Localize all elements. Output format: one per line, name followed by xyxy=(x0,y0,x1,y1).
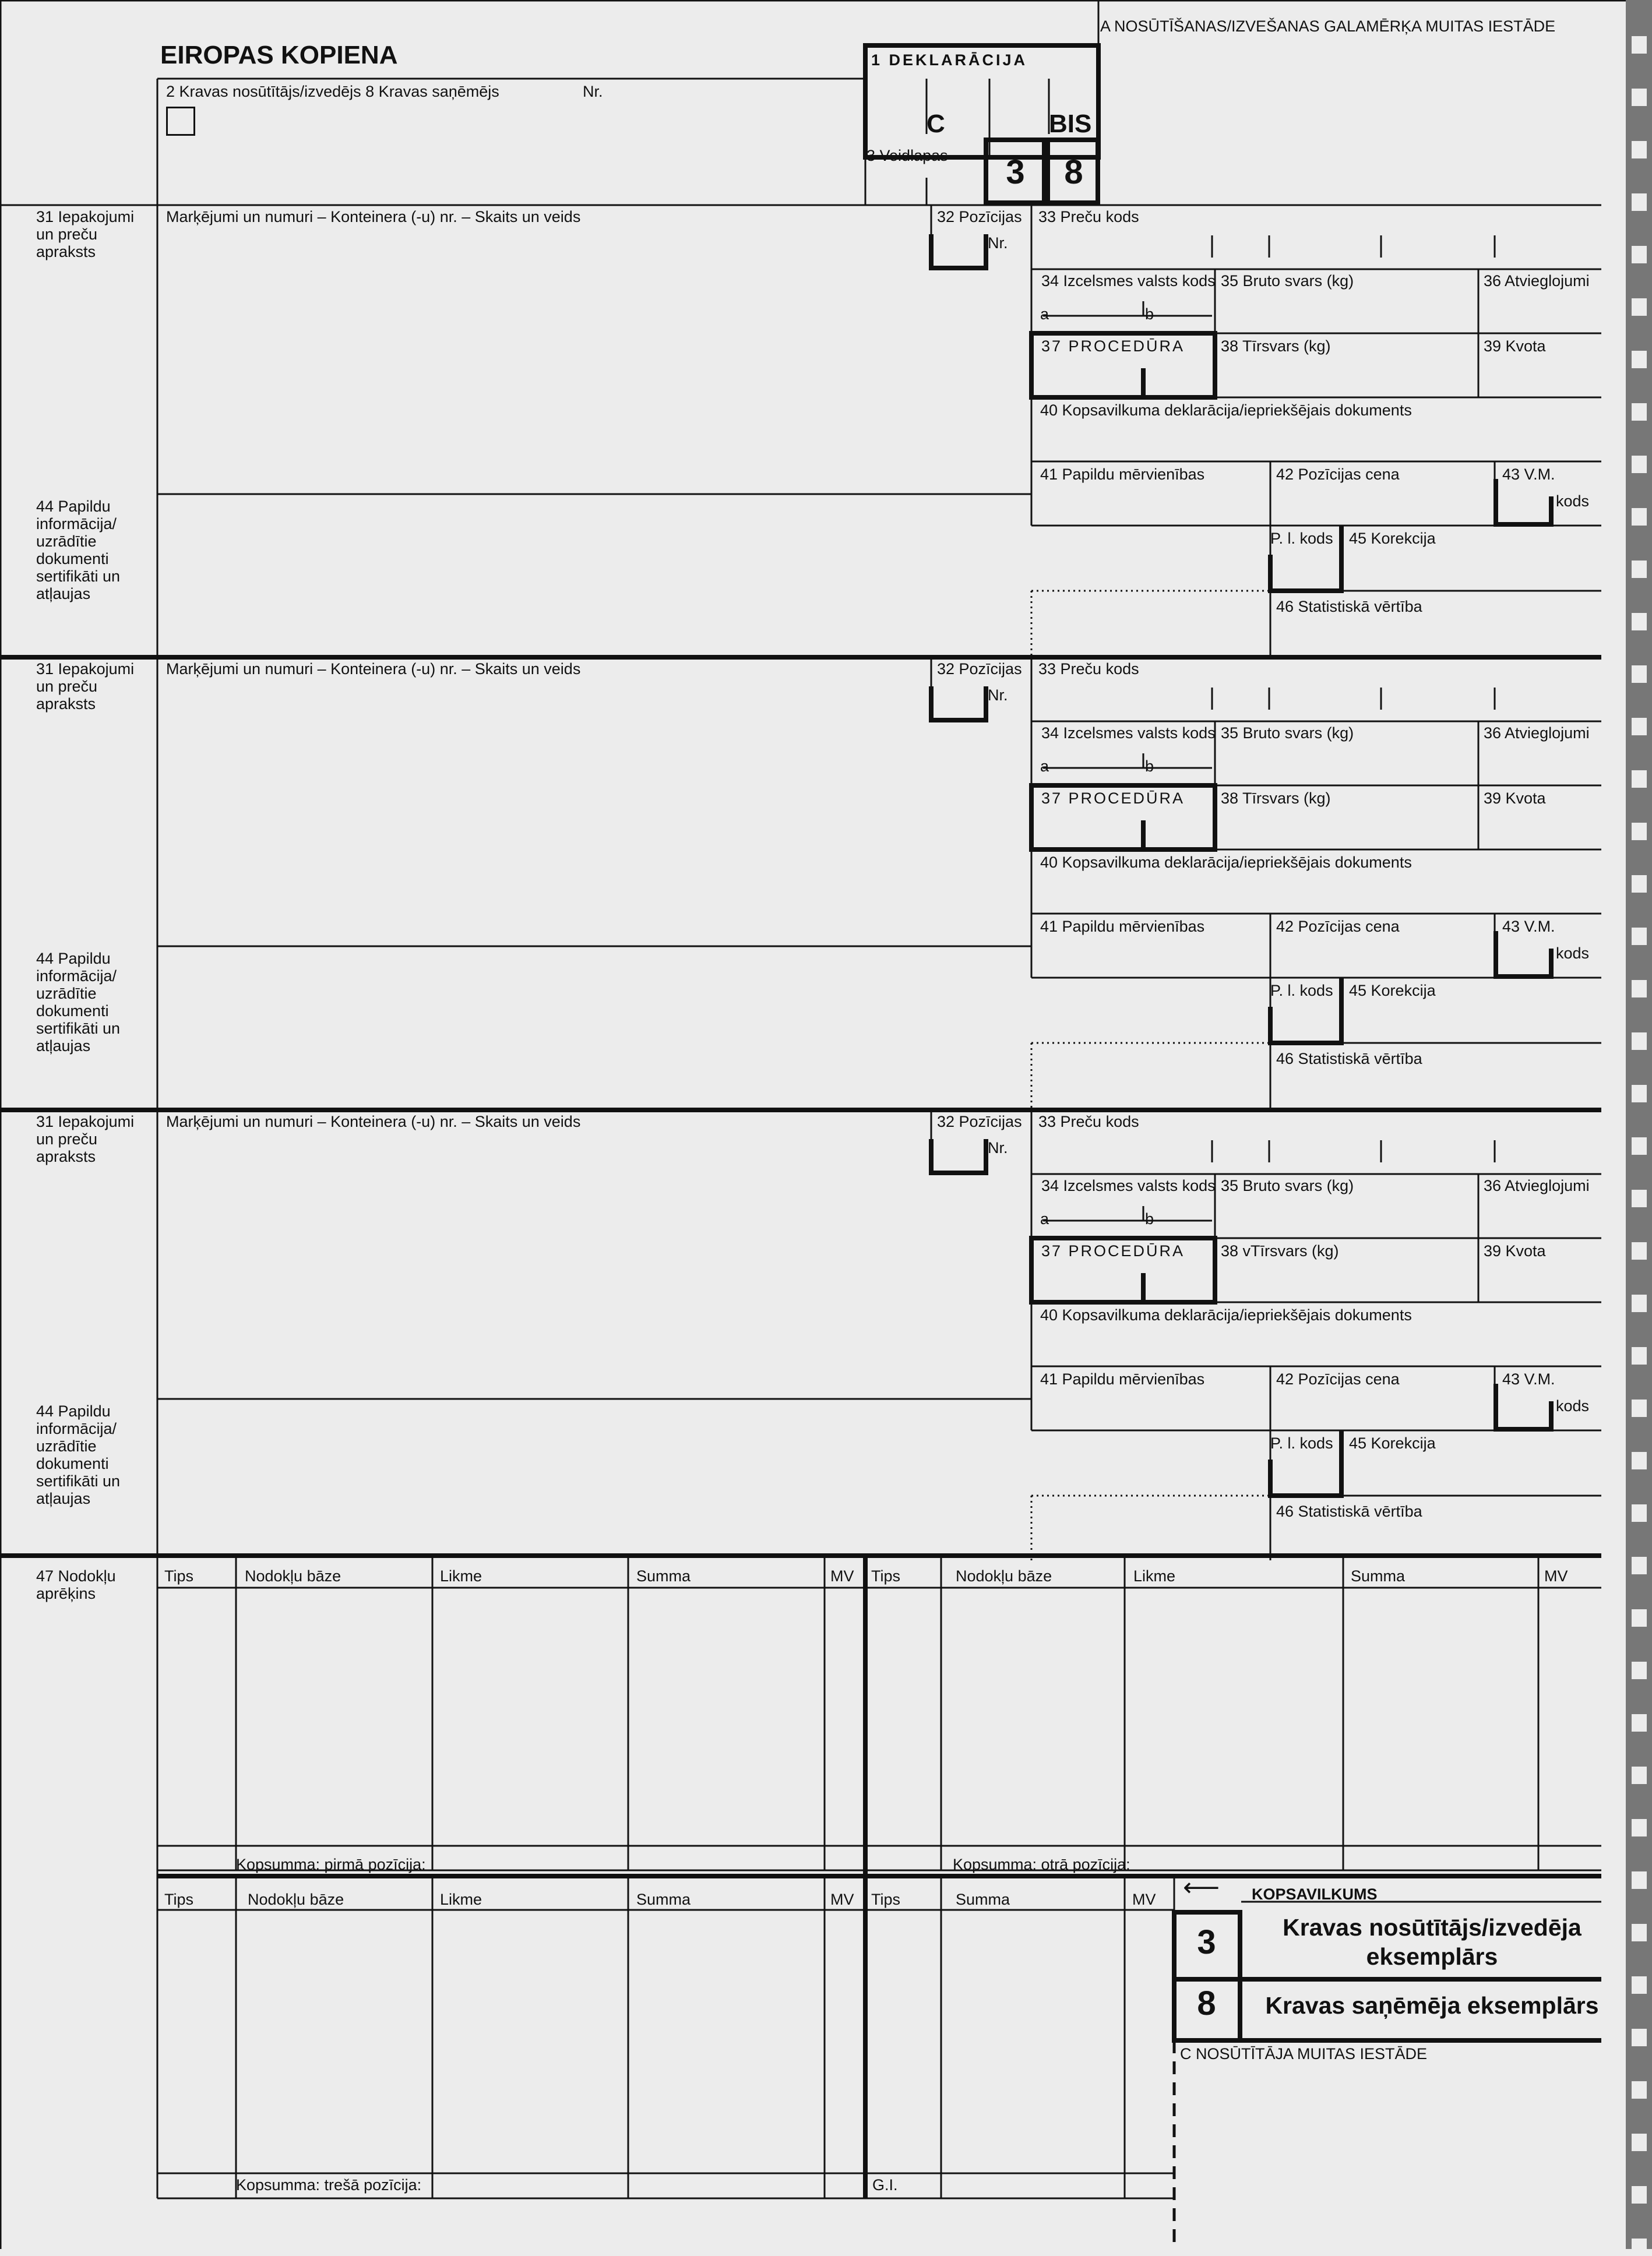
box-46-label: 46 Statistiskā vērtība xyxy=(1276,1503,1422,1520)
box-c-label: C NOSŪTĪTĀJA MUITAS IESTĀDE xyxy=(1180,2045,1428,2063)
box-39-label: 39 Kvota xyxy=(1484,789,1546,807)
pi-kods-label: P. l. kods xyxy=(1270,530,1333,547)
summary-title: KOPSAVILKUMS xyxy=(1252,1885,1378,1903)
tax4-col-mv: MV xyxy=(1132,1891,1156,1908)
box-46-label: 46 Statistiskā vērtība xyxy=(1276,1050,1422,1067)
total-third-item: Kopsumma: trešā pozīcija: xyxy=(236,2176,422,2194)
item-section-3 xyxy=(0,1110,1626,1561)
pi-kods-label: P. l. kods xyxy=(1270,982,1333,999)
item-section-1 xyxy=(0,205,1626,657)
box-1-type-c: C xyxy=(927,110,945,138)
box-34-b-label: b xyxy=(1145,1210,1154,1228)
perforation-hole xyxy=(1632,1504,1647,1522)
perforation-hole xyxy=(1632,1662,1647,1679)
copy-8-number: 8 xyxy=(1197,1984,1216,2022)
box-41-label: 41 Papildu mērvienības xyxy=(1040,1370,1205,1388)
box-2-nr-label: Nr. xyxy=(583,83,603,100)
perforation-hole xyxy=(1632,1871,1647,1889)
box-43-kods-label: kods xyxy=(1556,492,1590,510)
box-39-label: 39 Kvota xyxy=(1484,1242,1546,1260)
total-second-item: Kopsumma: otrā pozīcija: xyxy=(953,1856,1130,1873)
box-34-a-label: a xyxy=(1040,1210,1049,1228)
box-40-label: 40 Kopsavilkuma deklarācija/iepriekšējais dokuments xyxy=(1040,854,1412,871)
marks-label: Marķējumi un numuri – Konteinera (-u) nr. – Skaits un veids xyxy=(166,660,581,678)
perforation-hole xyxy=(1632,823,1647,840)
perforation-hole xyxy=(1632,1924,1647,1941)
box-44-label: 44 Papildu informācija/ uzrādītie dokumenti sertifikāti un atļaujas xyxy=(36,1402,121,1507)
perforation-hole xyxy=(1632,2081,1647,2099)
box-37-label: 37 PROCEDŪRA xyxy=(1041,1242,1185,1260)
box-34-a-label: a xyxy=(1040,305,1049,323)
box-2-checkbox[interactable] xyxy=(166,107,195,136)
tax2-col-mv: MV xyxy=(1544,1567,1568,1585)
box-35-label: 35 Bruto svars (kg) xyxy=(1221,272,1354,290)
box-36-label: 36 Atvieglojumi xyxy=(1484,724,1590,742)
box-38-label: 38 Tīrsvars (kg) xyxy=(1221,789,1331,807)
box-45-label: 45 Korekcija xyxy=(1349,530,1436,547)
perforation-hole xyxy=(1632,2029,1647,2046)
box-34-b-label: b xyxy=(1145,757,1154,775)
perforation-hole xyxy=(1632,1452,1647,1469)
perforation-hole xyxy=(1632,351,1647,368)
perforation-hole xyxy=(1632,665,1647,683)
box-36-label: 36 Atvieglojumi xyxy=(1484,1177,1590,1194)
copy-3-number: 3 xyxy=(1197,1923,1216,1961)
tax3-col-base: Nodokļu bāze xyxy=(248,1891,344,1908)
tax1-col-tips: Tips xyxy=(164,1567,194,1585)
box-3-label: 3 Veidlapas xyxy=(866,147,948,164)
tax4-col-sum: Summa xyxy=(956,1891,1010,1908)
perforation-hole xyxy=(1632,1295,1647,1312)
perforation-hole xyxy=(1632,1137,1647,1155)
perforation-hole xyxy=(1632,298,1647,316)
box-39-label: 39 Kvota xyxy=(1484,337,1546,355)
perforation-hole xyxy=(1632,1767,1647,1784)
perforation-hole xyxy=(1632,246,1647,263)
tax3-col-rate: Likme xyxy=(440,1891,482,1908)
tractor-feed-strip xyxy=(1626,0,1652,2249)
tax4-col-tips: Tips xyxy=(871,1891,901,1908)
perforation-hole xyxy=(1632,508,1647,526)
box-38-label: 38 vTīrsvars (kg) xyxy=(1221,1242,1339,1260)
tax1-col-rate: Likme xyxy=(440,1567,482,1585)
box-33-label: 33 Preču kods xyxy=(1038,208,1139,225)
box-34-label: 34 Izcelsmes valsts kods xyxy=(1041,1177,1216,1194)
box-31-label: 31 Iepakojumi un preču apraksts xyxy=(36,1113,135,1165)
total-first-item: Kopsumma: pirmā pozīcija: xyxy=(236,1856,426,1873)
perforation-hole xyxy=(1632,875,1647,893)
perforation-hole xyxy=(1632,770,1647,788)
box-41-label: 41 Papildu mērvienības xyxy=(1040,466,1205,483)
perforation-hole xyxy=(1632,1557,1647,1574)
box-34-a-label: a xyxy=(1040,757,1049,775)
marks-label: Marķējumi un numuri – Konteinera (-u) nr. – Skaits un veids xyxy=(166,1113,581,1130)
tax1-col-mv: MV xyxy=(830,1567,854,1585)
box-32-nr-label: Nr. xyxy=(988,234,1008,252)
tax2-col-tips: Tips xyxy=(871,1567,901,1585)
box-41-label: 41 Papildu mērvienības xyxy=(1040,918,1205,935)
box-45-label: 45 Korekcija xyxy=(1349,1434,1436,1452)
box-42-label: 42 Pozīcijas cena xyxy=(1276,1370,1400,1388)
box-31-label: 31 Iepakojumi un preču apraksts xyxy=(36,660,135,713)
box-37-label: 37 PROCEDŪRA xyxy=(1041,789,1185,807)
perforation-hole xyxy=(1632,1242,1647,1260)
perforation-hole xyxy=(1632,1085,1647,1102)
perforation-hole xyxy=(1632,36,1647,54)
box-42-label: 42 Pozīcijas cena xyxy=(1276,918,1400,935)
tax2-col-base: Nodokļu bāze xyxy=(956,1567,1052,1585)
pi-kods-label: P. l. kods xyxy=(1270,1434,1333,1452)
summary-arrow-icon: ⟵ xyxy=(1183,1873,1220,1902)
perforation-hole xyxy=(1632,456,1647,473)
box-35-label: 35 Bruto svars (kg) xyxy=(1221,724,1354,742)
box-1-label: 1 DEKLARĀCIJA xyxy=(871,51,1028,69)
perforation-hole xyxy=(1632,1190,1647,1207)
perforation-hole xyxy=(1632,613,1647,630)
perforation-hole xyxy=(1632,1347,1647,1365)
box-36-label: 36 Atvieglojumi xyxy=(1484,272,1590,290)
perforation-hole xyxy=(1632,1819,1647,1836)
community-title: EIROPAS KOPIENA xyxy=(160,41,398,69)
box-a-label: A NOSŪTĪŠANAS/IZVEŠANAS GALAMĒRĶA MUITAS IESTĀDE xyxy=(1100,17,1556,35)
box-34-label: 34 Izcelsmes valsts kods xyxy=(1041,724,1216,742)
box-45-label: 45 Korekcija xyxy=(1349,982,1436,999)
perforation-hole xyxy=(1632,561,1647,578)
box-42-label: 42 Pozīcijas cena xyxy=(1276,466,1400,483)
box-31-label: 31 Iepakojumi un preču apraksts xyxy=(36,208,135,260)
tax1-col-base: Nodokļu bāze xyxy=(245,1567,341,1585)
copy-3-label: Kravas nosūtītājs/izvedēja eksemplārs xyxy=(1283,1914,1581,1970)
box-40-label: 40 Kopsavilkuma deklarācija/iepriekšējais dokuments xyxy=(1040,1306,1412,1324)
box-37-label: 37 PROCEDŪRA xyxy=(1041,337,1185,355)
perforation-hole xyxy=(1632,2134,1647,2151)
box-38-label: 38 Tīrsvars (kg) xyxy=(1221,337,1331,355)
item-section-2 xyxy=(0,657,1626,1109)
gi-label: G.I. xyxy=(872,2176,898,2194)
perforation-hole xyxy=(1632,1032,1647,1050)
perforation-hole xyxy=(1632,403,1647,421)
box-35-label: 35 Bruto svars (kg) xyxy=(1221,1177,1354,1194)
box-32-label: 32 Pozīcijas xyxy=(937,208,1022,225)
box-34-b-label: b xyxy=(1145,305,1154,323)
tax2-col-rate: Likme xyxy=(1133,1567,1176,1585)
box-2-8-label: 2 Kravas nosūtītājs/izvedējs 8 Kravas saņēmējs xyxy=(166,83,499,100)
tax3-col-mv: MV xyxy=(830,1891,854,1908)
perforation-hole xyxy=(1632,2239,1647,2256)
copy-8-label: Kravas saņēmēja eksemplārs xyxy=(1265,1992,1599,2019)
perforation-hole xyxy=(1632,980,1647,997)
box-33-label: 33 Preču kods xyxy=(1038,1113,1139,1130)
box-43-label: 43 V.M. xyxy=(1502,466,1555,483)
perforation-hole xyxy=(1632,1400,1647,1417)
box-43-label: 43 V.M. xyxy=(1502,918,1555,935)
marks-label: Marķējumi un numuri – Konteinera (-u) nr. – Skaits un veids xyxy=(166,208,581,225)
perforation-hole xyxy=(1632,141,1647,158)
box-47-label: 47 Nodokļu aprēķins xyxy=(36,1567,116,1602)
box-1-bis: BIS xyxy=(1049,110,1092,138)
box-32-nr-label: Nr. xyxy=(988,1139,1008,1157)
forms-digit-3: 3 xyxy=(1006,153,1025,191)
box-44-label: 44 Papildu informācija/ uzrādītie dokumenti sertifikāti un atļaujas xyxy=(36,498,121,602)
box-43-label: 43 V.M. xyxy=(1502,1370,1555,1388)
box-43-kods-label: kods xyxy=(1556,1397,1590,1415)
perforation-hole xyxy=(1632,2186,1647,2204)
perforation-hole xyxy=(1632,1714,1647,1732)
tax3-col-sum: Summa xyxy=(636,1891,691,1908)
box-32-nr-label: Nr. xyxy=(988,686,1008,704)
box-32-label: 32 Pozīcijas xyxy=(937,660,1022,678)
tax3-col-tips: Tips xyxy=(164,1891,194,1908)
box-40-label: 40 Kopsavilkuma deklarācija/iepriekšējais dokuments xyxy=(1040,401,1412,419)
perforation-hole xyxy=(1632,193,1647,211)
box-43-kods-label: kods xyxy=(1556,944,1590,962)
perforation-hole xyxy=(1632,1976,1647,1994)
tax2-col-sum: Summa xyxy=(1351,1567,1406,1585)
box-33-label: 33 Preču kods xyxy=(1038,660,1139,678)
box-44-label: 44 Papildu informācija/ uzrādītie dokumenti sertifikāti un atļaujas xyxy=(36,950,121,1055)
box-32-label: 32 Pozīcijas xyxy=(937,1113,1022,1130)
box-46-label: 46 Statistiskā vērtība xyxy=(1276,598,1422,615)
perforation-hole xyxy=(1632,928,1647,945)
forms-digit-8: 8 xyxy=(1064,153,1083,191)
perforation-hole xyxy=(1632,89,1647,106)
box-34-label: 34 Izcelsmes valsts kods xyxy=(1041,272,1216,290)
perforation-hole xyxy=(1632,1609,1647,1627)
tax1-col-sum: Summa xyxy=(636,1567,691,1585)
perforation-hole xyxy=(1632,718,1647,735)
